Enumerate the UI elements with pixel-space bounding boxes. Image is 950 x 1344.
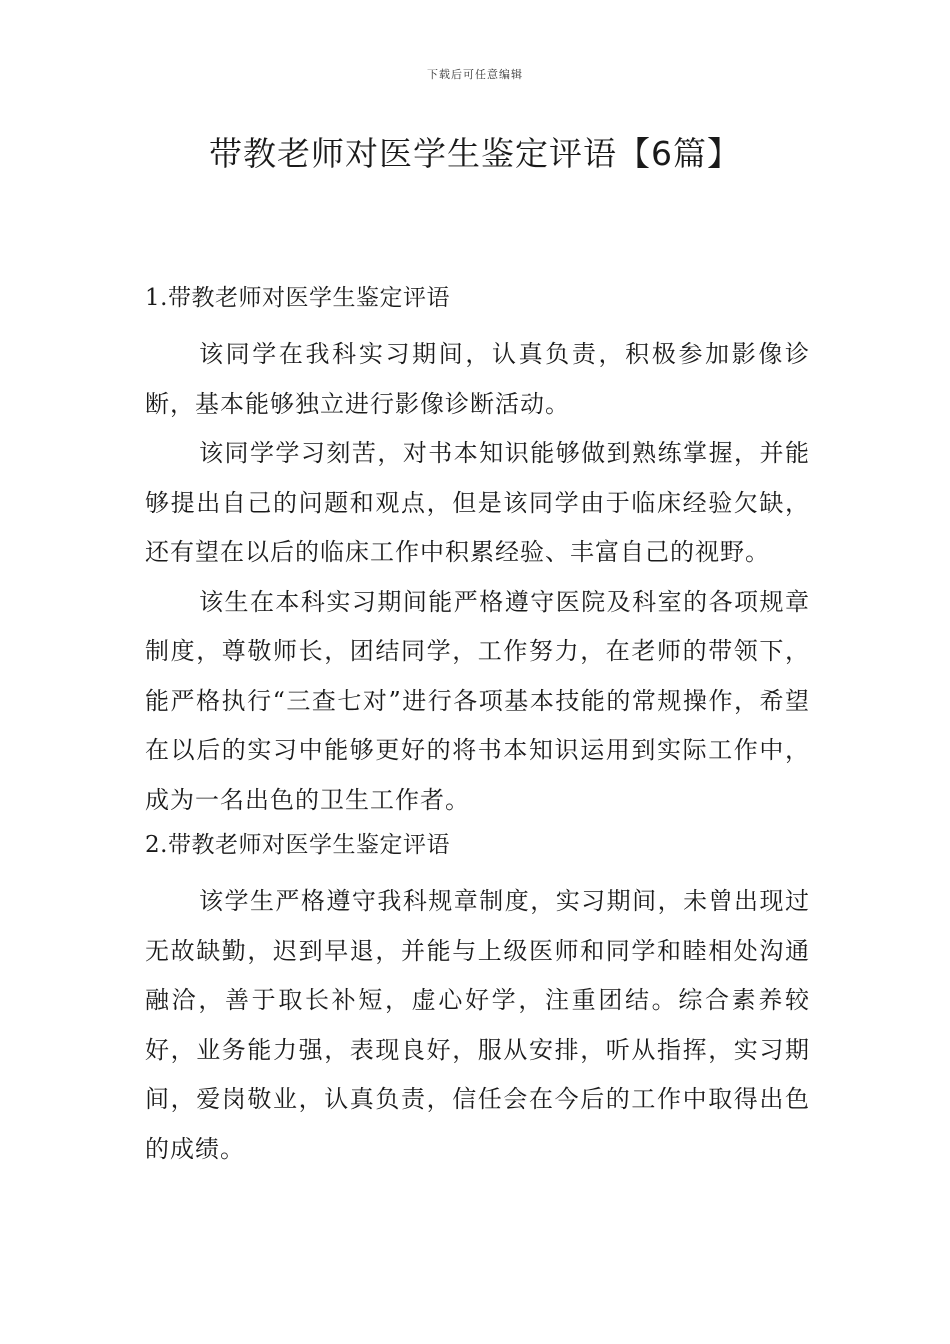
paragraph: 该同学学习刻苦，对书本知识能够做到熟练掌握，并能够提出自己的问题和观点，但是该同学由于临床经验欠缺，还有望在以后的临床工作中积累经验、丰富自己的视野。 [145,439,810,566]
paragraph: 该生在本科实习期间能严格遵守医院及科室的各项规章制度，尊敬师长，团结同学，工作努力，在老师的带领下，能严格执行“三查七对”进行各项基本技能的常规操作，希望在以后的实习中能够更好的将书本知识运用到实际工作中，成为一名出色的卫生工作者。 [145,587,810,814]
section-heading-1: 1.带教老师对医学生鉴定评语 [145,285,450,311]
paragraph: 该学生严格遵守我科规章制度，实习期间，未曾出现过无故缺勤，迟到早退，并能与上级医师和同学和睦相处沟通融洽，善于取长补短，虚心好学，注重团结。综合素养较好，业务能力强，表现良好，服从安排，听从指挥，实习期间，爱岗敬业，认真负责，信任会在今后的工作中取得出色的成绩。 [145,887,810,1163]
paragraph: 该同学在我科实习期间，认真负责，积极参加影像诊断，基本能够独立进行影像诊断活动。 [145,340,810,418]
section-heading-2: 2.带教老师对医学生鉴定评语 [145,832,450,858]
document-body [145,280,810,1174]
header-note: 下载后可任意编辑 [427,68,523,81]
document-title: 带教老师对医学生鉴定评语【6篇】 [209,134,741,173]
